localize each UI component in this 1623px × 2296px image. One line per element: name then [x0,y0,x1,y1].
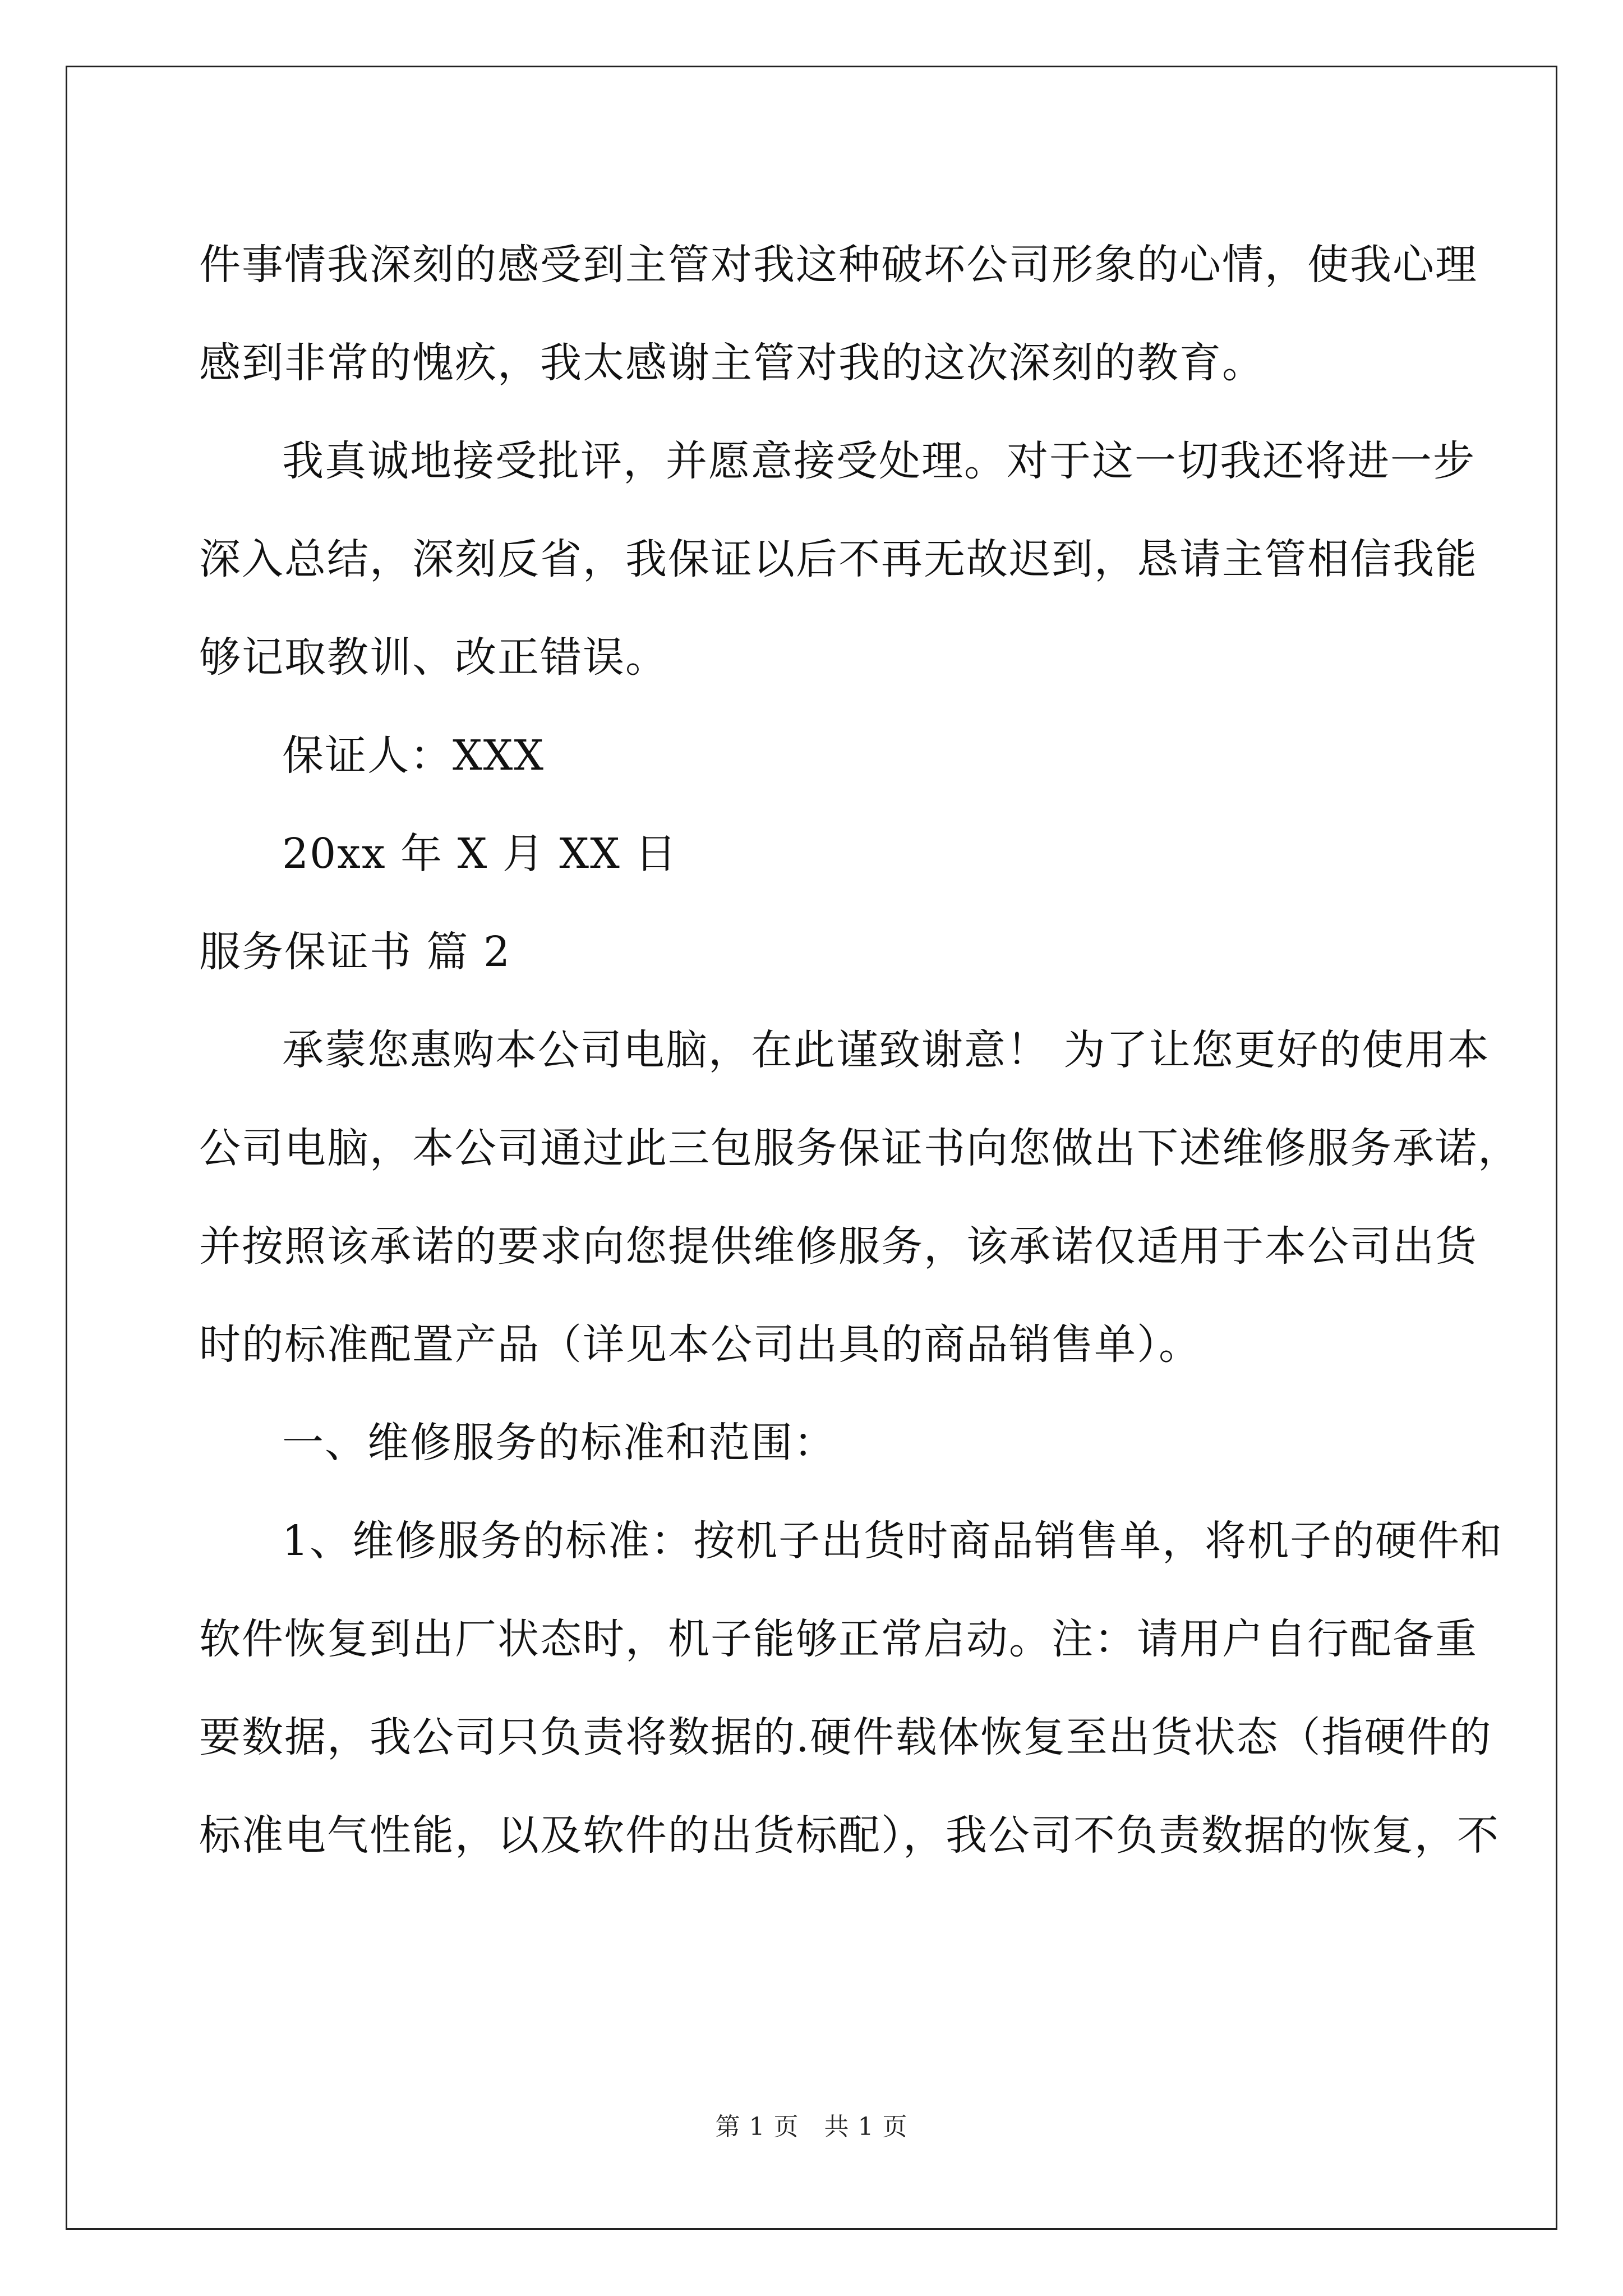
signature-line [199,707,1450,805]
text-line: 公司电脑，本公司通过此三包服务保证书向您做出下述维修服务承诺， [199,1124,1520,1172]
text-line: 件事情我深刻的感受到主管对我这种破坏公司形象的心情，使我心理 [199,241,1478,289]
heading-text: 服务保证书 篇 2 [199,928,511,976]
text-line: 标准电气性能，以及软件的出货标配），我公司不负责数据的恢复，不 [199,1811,1500,1860]
text-line: 感到非常的愧疚，我太感谢主管对我的这次深刻的教育。 [199,339,1265,387]
page-footer [0,2106,1623,2142]
page-number: 第 1 页 共 1 页 [715,2113,908,2141]
text-line: 1、维修服务的标准：按机子出货时商品销售单，将机子的硬件和 [282,1517,1504,1565]
text-line: 要数据，我公司只负责将数据的.硬件载体恢复至出货状态（指硬件的 [199,1713,1492,1761]
text-line: 我真诚地接受批评，并愿意接受处理。对于这一切我还将进一步 [282,437,1476,485]
guarantor-text: 保证人：XXX [282,731,545,780]
text-line: 承蒙您惠购本公司电脑，在此谨致谢意！ 为了让您更好的使用本 [282,1026,1490,1074]
text-line: 并按照该承诺的要求向您提供维修服务，该承诺仅适用于本公司出货 [199,1222,1478,1271]
paragraph [199,412,1478,707]
text-line: 时的标准配置产品（详见本公司出具的商品销售单）。 [199,1320,1201,1369]
document-body [199,216,1520,1885]
text-line: 一、维修服务的标准和范围： [282,1419,836,1467]
subsection-heading [199,1394,1450,1492]
text-line: 够记取教训、改正错误。 [199,633,668,682]
text-line: 深入总结，深刻反省，我保证以后不再无故迟到，恳请主管相信我能 [199,535,1478,583]
paragraph [199,1001,1520,1394]
paragraph [199,1492,1504,1885]
date-text: 20xx 年 X 月 XX 日 [282,830,678,878]
date-line [199,805,1450,903]
text-line: 软件恢复到出厂状态时，机子能够正常启动。注：请用户自行配备重 [199,1615,1478,1663]
section-heading [199,903,1450,1001]
paragraph [199,216,1478,412]
